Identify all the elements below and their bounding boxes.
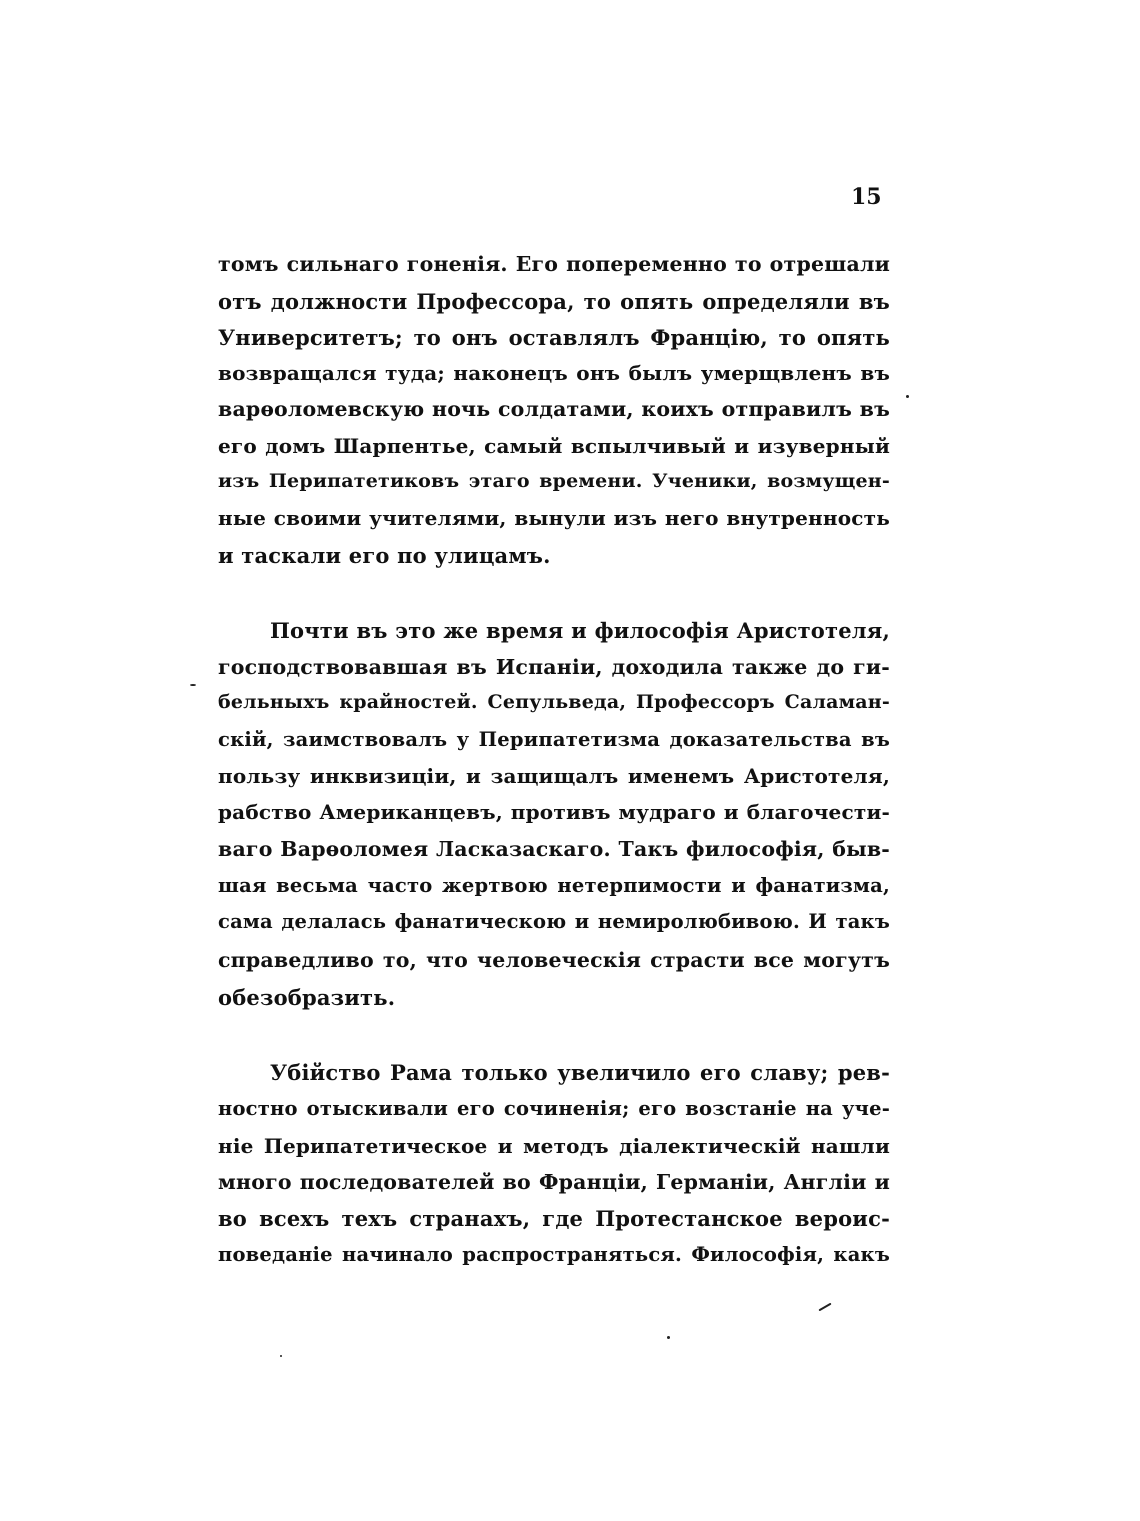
text-line: Почти въ это же время и философія Аристотеля, <box>270 618 890 643</box>
text-line: и таскали его по улицамъ. <box>218 543 551 568</box>
scan-speck <box>906 395 909 398</box>
text-line: много последователей во Франціи, Германіи, Англіи и <box>218 1170 890 1194</box>
page-number: 15 <box>851 184 882 210</box>
scan-speck <box>280 1355 282 1357</box>
text-line: обезобразить. <box>218 985 396 1010</box>
text-line: во всехъ техъ странахъ, где Протестанское вероис- <box>218 1206 890 1231</box>
scan-speck <box>818 1303 831 1312</box>
text-line: бельныхъ крайностей. Сепульведа, Профессоръ Саламан- <box>218 691 890 713</box>
text-line: шая весьма часто жертвою нетерпимости и фанатизма, <box>218 874 890 897</box>
text-line: скій, заимствовалъ у Перипатетизма доказательства въ <box>218 728 890 751</box>
scan-speck <box>667 1336 670 1339</box>
text-line: господствовавшая въ Испаніи, доходила также до ги- <box>218 655 890 679</box>
text-line: томъ сильнаго гоненія. Его попеременно то отрешали <box>218 252 890 276</box>
scan-speck <box>190 684 196 686</box>
text-line: изъ Перипатетиковъ этаго времени. Ученики, возмущен- <box>218 470 890 492</box>
text-line: пользу инквизиціи, и защищалъ именемъ Аристотеля, <box>218 764 890 788</box>
text-line: поведаніе начинало распространяться. Философія, какъ <box>218 1243 890 1266</box>
text-line: ніе Перипатетическое и методъ діалектическій нашли <box>218 1134 890 1158</box>
text-line: варѳоломевскую ночь солдатами, коихъ отправилъ въ <box>218 397 890 421</box>
text-line: сама делалась фанатическою и немиролюбивою. И такъ <box>218 910 890 933</box>
text-line: рабство Американцевъ, противъ мудраго и благочести- <box>218 800 890 824</box>
text-line: Убійство Рама только увеличило его славу; рев- <box>270 1060 890 1085</box>
text-line: ваго Варѳоломея Ласказаскаго. Такъ философія, быв- <box>218 837 890 861</box>
text-line: справедливо то, что человеческія страсти все могутъ <box>218 948 890 972</box>
text-line: Университетъ; то онъ оставлялъ Францію, то опять <box>218 325 890 350</box>
text-line: ностно отыскивали его сочиненія; его возстаніе на уче- <box>218 1097 890 1120</box>
text-line: отъ должности Профессора, то опять определяли въ <box>218 289 890 314</box>
text-line: его домъ Шарпентье, самый вспылчивый и изуверный <box>218 434 890 458</box>
text-line: возвращался туда; наконецъ онъ былъ умерщвленъ въ <box>218 361 890 385</box>
text-line: ные своими учителями, вынули изъ него внутренность <box>218 506 890 530</box>
